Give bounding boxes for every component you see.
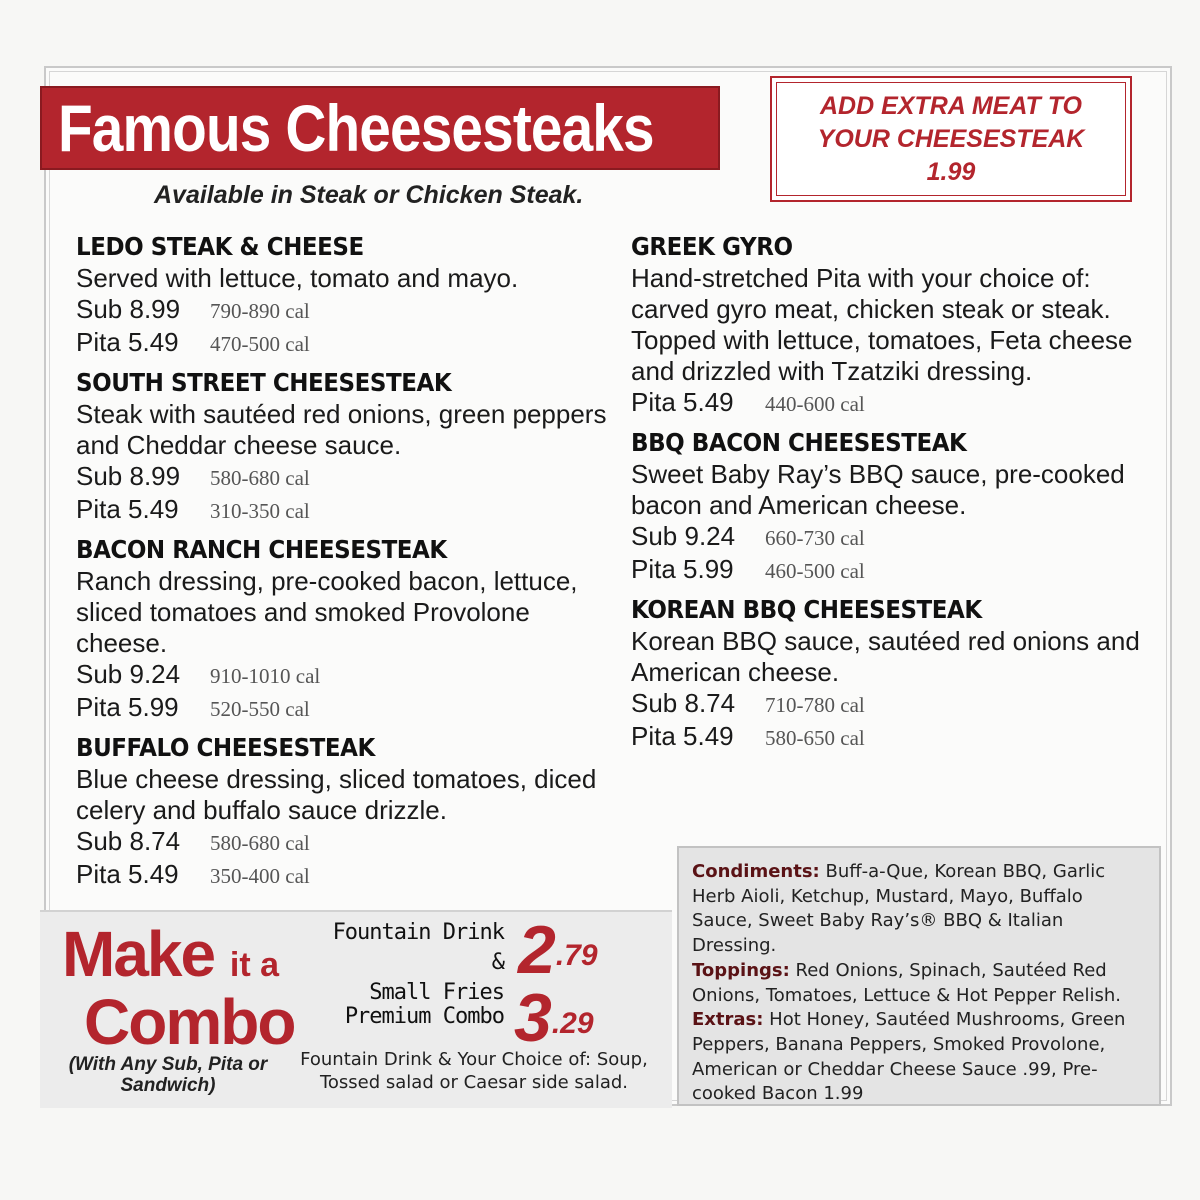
extras-text: Hot Honey, Sautéed Mushrooms, Green Peppers, Banana Peppers, Smoked Provolone, American or Cheddar Cheese Sauce .99, Pre-cooked Bacon 1.99 bbox=[692, 1009, 1126, 1105]
item-name: GREEK GYRO bbox=[631, 232, 793, 261]
pita-calories: 440-600 cal bbox=[765, 392, 865, 416]
combo-note: (With Any Sub, Pita or Sandwich) bbox=[68, 1054, 268, 1096]
extras-label: Extras: bbox=[692, 1009, 764, 1031]
combo-heading-combo: Combo bbox=[84, 986, 295, 1058]
item-name: BACON RANCH CHEESESTEAK bbox=[76, 535, 447, 564]
condiments-text: Buff-a-Que, Korean BBQ, Garlic Herb Aioli, Ketchup, Mustard, Mayo, Buffalo Sauce, Sweet Baby Ray’s® BBQ & Italian Dressing. bbox=[692, 861, 1106, 957]
item-description: Korean BBQ sauce, sautéed red onions and American cheese. bbox=[631, 626, 1140, 687]
right-menu-column bbox=[631, 230, 1161, 760]
combo-option-2-price-main: 3 bbox=[514, 980, 552, 1056]
pita-price-row bbox=[76, 327, 616, 360]
sub-price-row bbox=[631, 521, 1161, 554]
item-name: KOREAN BBQ CHEESESTEAK bbox=[631, 595, 982, 624]
menu-item bbox=[631, 593, 1161, 754]
pita-price: Pita 5.99 bbox=[76, 692, 179, 722]
pita-calories: 350-400 cal bbox=[210, 864, 310, 888]
combo-panel bbox=[40, 910, 672, 1108]
pita-calories: 580-650 cal bbox=[765, 726, 865, 750]
sub-price-row bbox=[76, 461, 616, 494]
pita-calories: 470-500 cal bbox=[210, 332, 310, 356]
sub-price: Sub 9.24 bbox=[631, 521, 736, 551]
pita-price: Pita 5.49 bbox=[76, 327, 179, 357]
sub-price: Sub 8.74 bbox=[76, 826, 181, 856]
combo-option-1-label bbox=[310, 918, 504, 1008]
item-description: Hand-stretched Pita with your choice of: carved gyro meat, chicken steak or steak. Topped with lettuce, tomatoes, Feta cheese and drizzled with Tzatziki dressing. bbox=[631, 263, 1133, 386]
pita-calories: 520-550 cal bbox=[210, 697, 310, 721]
it-a-word: it a bbox=[229, 946, 279, 984]
promo-line-1: ADD EXTRA MEAT TO bbox=[819, 91, 1083, 120]
sub-price-row bbox=[631, 688, 1161, 721]
item-description: Served with lettuce, tomato and mayo. bbox=[76, 263, 519, 293]
sub-calories: 910-1010 cal bbox=[210, 664, 321, 688]
menu-item bbox=[631, 230, 1161, 420]
combo-option-2-description: Fountain Drink & Your Choice of: Soup, Tossed salad or Caesar side salad. bbox=[300, 1049, 648, 1093]
make-word: Make bbox=[62, 918, 215, 990]
menu-item bbox=[76, 533, 616, 725]
item-description: Blue cheese dressing, sliced tomatoes, diced celery and buffalo sauce drizzle. bbox=[76, 764, 597, 825]
item-name: SOUTH STREET CHEESESTEAK bbox=[76, 368, 452, 397]
left-menu-column bbox=[76, 230, 616, 898]
item-description: Steak with sautéed red onions, green peppers and Cheddar cheese sauce. bbox=[76, 399, 607, 460]
combo-option-1-price-main: 2 bbox=[518, 912, 556, 988]
promo-line-2: YOUR CHEESESTEAK bbox=[817, 124, 1085, 153]
sub-calories: 710-780 cal bbox=[765, 693, 865, 717]
combo-option-2-price bbox=[514, 980, 594, 1056]
sub-calories: 660-730 cal bbox=[765, 526, 865, 550]
combo-option-2-label: Premium Combo bbox=[344, 1004, 504, 1029]
sub-calories: 580-680 cal bbox=[210, 466, 310, 490]
sub-calories: 580-680 cal bbox=[210, 831, 310, 855]
pita-calories: 460-500 cal bbox=[765, 559, 865, 583]
pita-calories: 310-350 cal bbox=[210, 499, 310, 523]
menu-item bbox=[76, 731, 616, 892]
pita-price-row bbox=[76, 692, 616, 725]
page-title: Famous Cheesesteaks bbox=[58, 91, 654, 165]
pita-price-row bbox=[631, 721, 1161, 754]
toppings-text: Red Onions, Spinach, Sautéed Red Onions, Tomatoes, Lettuce & Hot Pepper Relish. bbox=[692, 959, 1122, 1006]
pita-price: Pita 5.99 bbox=[631, 554, 734, 584]
menu-item bbox=[76, 230, 616, 360]
pita-price: Pita 5.49 bbox=[631, 387, 734, 417]
combo-option-1-line-1: Fountain Drink & bbox=[332, 920, 504, 975]
sub-price: Sub 8.99 bbox=[76, 294, 181, 324]
pita-price: Pita 5.49 bbox=[631, 721, 734, 751]
sub-price: Sub 9.24 bbox=[76, 659, 181, 689]
combo-option-1-line-2: Small Fries bbox=[369, 980, 504, 1005]
combo-option-1-price bbox=[518, 912, 598, 988]
title-banner bbox=[40, 86, 720, 170]
sub-price-row bbox=[76, 659, 616, 692]
sub-price-row bbox=[76, 826, 616, 859]
menu-item bbox=[631, 426, 1161, 587]
menu-item bbox=[76, 366, 616, 527]
sub-price: Sub 8.99 bbox=[76, 461, 181, 491]
item-description: Ranch dressing, pre-cooked bacon, lettuce, sliced tomatoes and smoked Provolone cheese. bbox=[76, 566, 578, 658]
condiments-panel bbox=[677, 846, 1161, 1106]
toppings-label: Toppings: bbox=[692, 959, 790, 981]
pita-price-row bbox=[631, 554, 1161, 587]
pita-price-row bbox=[76, 494, 616, 527]
pita-price-row bbox=[76, 859, 616, 892]
item-name: BBQ BACON CHEESESTEAK bbox=[631, 428, 967, 457]
sub-price-row bbox=[76, 294, 616, 327]
item-description: Sweet Baby Ray’s BBQ sauce, pre-cooked bacon and American cheese. bbox=[631, 459, 1125, 520]
condiments-label: Condiments: bbox=[692, 861, 820, 882]
pita-price: Pita 5.49 bbox=[76, 859, 179, 889]
item-name: BUFFALO CHEESESTEAK bbox=[76, 733, 375, 762]
extra-meat-promo bbox=[770, 76, 1132, 202]
sub-price: Sub 8.74 bbox=[631, 688, 736, 718]
pita-price: Pita 5.49 bbox=[76, 494, 179, 524]
page-subtitle: Available in Steak or Chicken Steak. bbox=[154, 181, 584, 209]
combo-option-2-price-cents: .29 bbox=[551, 1007, 594, 1040]
combo-option-1-price-cents: .79 bbox=[555, 939, 598, 972]
sub-calories: 790-890 cal bbox=[210, 299, 310, 323]
pita-price-row bbox=[631, 387, 1161, 420]
item-name: LEDO STEAK & CHEESE bbox=[76, 232, 364, 261]
promo-price: 1.99 bbox=[926, 157, 976, 186]
